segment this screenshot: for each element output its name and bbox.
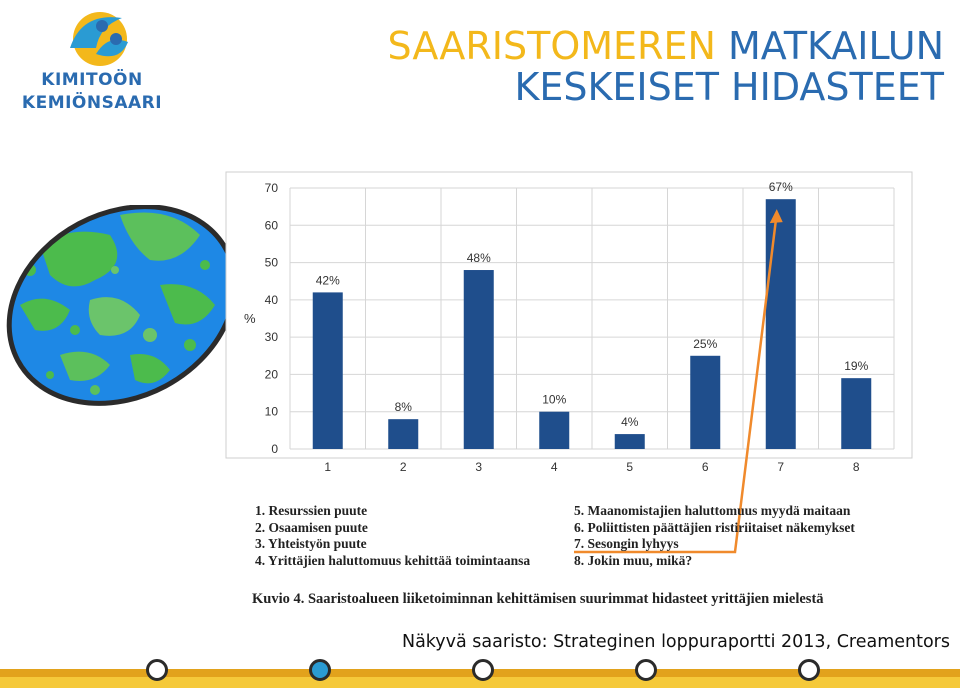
y-tick-label: 60 (264, 218, 278, 233)
bar-3 (464, 270, 494, 449)
x-tick-label: 7 (777, 460, 785, 474)
legend-item: 5. Maanomistajien haluttomuus myydä maitaan (574, 503, 851, 518)
y-tick-label: 10 (264, 404, 278, 419)
data-label: 10% (542, 392, 567, 407)
bar-1 (313, 292, 343, 449)
title-word2: MATKAILUN (727, 24, 944, 68)
bar-4 (539, 412, 569, 449)
x-tick-label: 6 (701, 460, 709, 474)
data-label: 4% (621, 415, 639, 430)
legend-item: 7. Sesongin lyhyys (574, 536, 679, 551)
legend-item: 3. Yhteistyön puute (255, 536, 367, 551)
y-axis-label: % (244, 311, 256, 326)
y-tick-label: 50 (264, 255, 278, 270)
figure-caption: Kuvio 4. Saaristoalueen liiketoiminnan kehittämisen suurimmat hidasteet yrittäjien mielestä (252, 591, 824, 607)
x-tick-label: 1 (324, 460, 332, 474)
legend-item: 6. Poliittisten päättäjien ristiriitaiset näkemykset (574, 519, 855, 535)
source-citation: Näkyvä saaristo: Strateginen loppuraportti 2013, Creamentors (401, 632, 950, 652)
logo-line1: KIMITOÖN (41, 70, 143, 90)
title-line2: KESKEISET HIDASTEET (514, 65, 944, 109)
y-tick-label: 20 (264, 367, 278, 382)
y-tick-label: 70 (264, 181, 278, 195)
legend-right (574, 503, 855, 569)
y-tick-label: 0 (271, 442, 278, 456)
nav-dot-5[interactable] (798, 659, 820, 681)
data-label: 25% (693, 336, 718, 351)
logo-line2: KEMIÖNSAARI (21, 93, 163, 113)
y-tick-label: 30 (264, 330, 278, 345)
nav-dot-1[interactable] (146, 659, 168, 681)
legend-item: 1. Resurssien puute (255, 503, 368, 518)
nav-dot-3[interactable] (472, 659, 494, 681)
bar-5 (615, 434, 645, 449)
x-tick-label: 8 (852, 460, 860, 474)
legend-item: 2. Osaamisen puute (255, 519, 368, 535)
data-label: 67% (768, 180, 793, 195)
x-tick-label: 2 (399, 460, 407, 474)
nav-dot-4[interactable] (635, 659, 657, 681)
x-tick-label: 3 (475, 460, 483, 474)
bar-8 (841, 378, 871, 449)
y-tick-label: 40 (264, 292, 278, 307)
bar-6 (690, 356, 720, 449)
bar-2 (388, 419, 418, 449)
data-label: 8% (394, 400, 412, 415)
legend-item: 8. Jokin muu, mikä? (574, 552, 693, 568)
data-label: 48% (466, 251, 491, 266)
x-tick-label: 5 (626, 460, 634, 474)
legend-item: 4. Yrittäjien haluttomuus kehittää toimintaansa (255, 552, 531, 568)
x-tick-label: 4 (550, 460, 558, 474)
title-word1: SAARISTOMEREN (387, 24, 716, 68)
legend-left (255, 503, 530, 569)
bar-7 (766, 199, 796, 449)
data-label: 19% (844, 359, 869, 374)
nav-dot-2[interactable] (309, 659, 331, 681)
data-label: 42% (315, 273, 340, 288)
